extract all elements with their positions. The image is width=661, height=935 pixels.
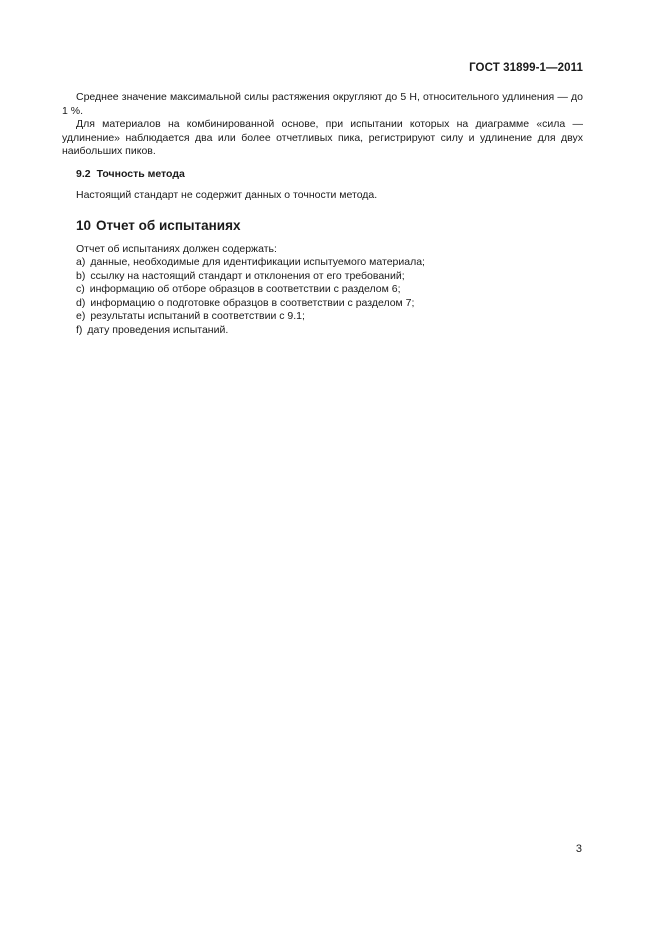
list-item-text: информацию об отборе образцов в соответствии с разделом 6; bbox=[89, 283, 401, 295]
list-item bbox=[76, 256, 583, 270]
section-title: Отчет об испытаниях bbox=[96, 217, 241, 233]
paragraph-combined-materials: Для материалов на комбинированной основе, при испытании которых на диаграмме «сила — удлинение» наблюдается два или более отчетливых пика, регистрируют силу и удлинение для двух наибольших пиков. bbox=[62, 118, 583, 157]
subsection-text: Настоящий стандарт не содержит данных о точности метода. bbox=[76, 189, 378, 201]
list-item-marker: a) bbox=[76, 256, 86, 268]
list-item bbox=[76, 270, 583, 284]
section-heading bbox=[62, 218, 583, 234]
list-item-marker: b) bbox=[76, 269, 86, 282]
section-number: 10 bbox=[76, 217, 92, 233]
list-item bbox=[76, 283, 583, 297]
list-item-marker: d) bbox=[76, 296, 86, 309]
subsection-title: Точность метода bbox=[96, 167, 185, 180]
list-item-marker: f) bbox=[76, 323, 83, 336]
list-item-marker: e) bbox=[76, 310, 86, 322]
list-item bbox=[76, 297, 583, 311]
list-item-text: данные, необходимые для идентификации испытуемого материала; bbox=[90, 256, 425, 268]
list-item-text: дату проведения испытаний. bbox=[87, 323, 229, 336]
list-item bbox=[76, 310, 583, 324]
list-item-text: результаты испытаний в соответствии с 9.1; bbox=[90, 310, 305, 322]
subsection-heading bbox=[62, 168, 583, 182]
subsection-number: 9.2 bbox=[76, 167, 91, 180]
list-item-text: информацию о подготовке образцов в соответствии с разделом 7; bbox=[90, 296, 415, 309]
report-contents-list bbox=[62, 256, 583, 337]
list-item-marker: c) bbox=[76, 283, 85, 295]
page-number: 3 bbox=[575, 843, 582, 855]
standard-code-header: ГОСТ 31899-1—2011 bbox=[469, 62, 583, 74]
list-item-text: ссылку на настоящий стандарт и отклонения от его требований; bbox=[90, 269, 405, 282]
section-intro: Отчет об испытаниях должен содержать: bbox=[76, 242, 277, 255]
list-item bbox=[76, 324, 583, 338]
page-content bbox=[62, 91, 583, 337]
paragraph-rounding: Среднее значение максимальной силы растяжения округляют до 5 Н, относительного удлинения — до 1 %. bbox=[62, 91, 583, 117]
